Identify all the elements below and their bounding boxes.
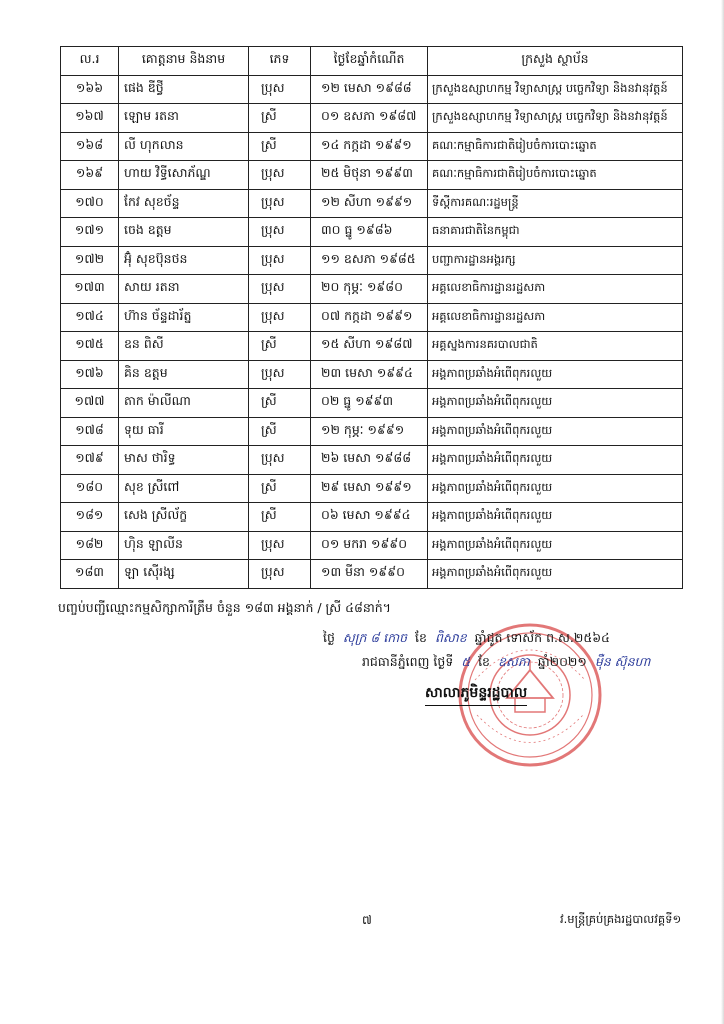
handwritten-solar-month: ឧសភា — [497, 654, 530, 669]
cell-no: ១៧៦ — [61, 360, 119, 389]
cell-sex: ស្រី — [249, 132, 311, 161]
cell-ministry: ក្រសួងឧស្សាហកម្ម វិទ្យាសាស្ត្រ បច្ចេកវិទ្យា និងនវានុវត្តន៍ — [428, 104, 683, 133]
cell-ministry: អង្គភាពប្រឆាំងអំពើពុករលួយ — [428, 474, 683, 503]
cell-name: សុខ ស្រីពៅ — [119, 474, 249, 503]
table-row — [61, 417, 683, 446]
cell-dob: ១៥ សីហា ១៩៨៧ — [311, 332, 428, 361]
cell-dob: ០១ មករា ១៩៩០ — [311, 531, 428, 560]
table-row — [61, 161, 683, 190]
cell-no: ១៦៩ — [61, 161, 119, 190]
cell-name: កែវ សុខច័ន្ទ — [119, 189, 249, 218]
handwritten-lunar-day: សុក្រ ៨ កោច — [342, 630, 408, 645]
table-row — [61, 360, 683, 389]
header-sex: ភេទ — [249, 47, 311, 76]
cell-dob: ១៣ មីនា ១៩៩០ — [311, 560, 428, 589]
cell-name: ទុយ ធារី — [119, 417, 249, 446]
cell-sex: ស្រី — [249, 474, 311, 503]
cell-name: សេង ស្រីល័ក្ខ — [119, 503, 249, 532]
table-row — [61, 275, 683, 304]
cell-dob: ០២ ធ្នូ ១៩៩៣ — [311, 389, 428, 418]
lunar-date-prefix: ថ្ងៃ — [323, 630, 335, 645]
handwritten-solar-day: ៥ — [461, 654, 471, 669]
cell-name: សាយ រតនា — [119, 275, 249, 304]
cell-sex: ប្រុស — [249, 531, 311, 560]
cell-sex: ប្រុស — [249, 161, 311, 190]
cell-ministry: អង្គភាពប្រឆាំងអំពើពុករលួយ — [428, 503, 683, 532]
table-row — [61, 75, 683, 104]
cell-sex: ស្រី — [249, 417, 311, 446]
lunar-year-text: ឆ្នាំជូត ទោស័ក ព.ស.២៥៦៤ — [474, 630, 610, 645]
cell-dob: ១២ មេសា ១៩៨៨ — [311, 75, 428, 104]
cell-dob: ២៦ មេសា ១៩៨៨ — [311, 446, 428, 475]
table-row — [61, 189, 683, 218]
table-row — [61, 332, 683, 361]
cell-name: តាក ម៉ាលីណា — [119, 389, 249, 418]
cell-ministry: អង្គភាពប្រឆាំងអំពើពុករលួយ — [428, 446, 683, 475]
header-name: គោត្តនាម និងនាម — [119, 47, 249, 76]
cell-no: ១៧៨ — [61, 417, 119, 446]
lunar-month-label: ខែ — [415, 630, 427, 645]
table-header-row — [61, 47, 683, 76]
cell-dob: ០៧ កក្កដា ១៩៩១ — [311, 303, 428, 332]
cell-ministry: ទីស្តីការគណៈរដ្ឋមន្ត្រី — [428, 189, 683, 218]
cell-sex: ប្រុស — [249, 360, 311, 389]
table-row — [61, 474, 683, 503]
table-row — [61, 218, 683, 247]
cell-ministry: អគ្គលេខាធិការដ្ឋានរដ្ឋសភា — [428, 303, 683, 332]
solar-date-prefix: រាជធានីភ្នំពេញ ថ្ងៃទី — [362, 654, 454, 669]
cell-no: ១៧១ — [61, 218, 119, 247]
trainee-roster-table — [60, 46, 683, 589]
table-row — [61, 104, 683, 133]
cell-ministry: អង្គភាពប្រឆាំងអំពើពុករលួយ — [428, 417, 683, 446]
cell-sex: ស្រី — [249, 104, 311, 133]
cell-dob: ២៣ មេសា ១៩៩៤ — [311, 360, 428, 389]
table-row — [61, 446, 683, 475]
cell-ministry: អគ្គលេខាធិការដ្ឋានរដ្ឋសភា — [428, 275, 683, 304]
cell-ministry: អង្គភាពប្រឆាំងអំពើពុករលួយ — [428, 531, 683, 560]
cell-no: ១៨០ — [61, 474, 119, 503]
cell-sex: ស្រី — [249, 503, 311, 532]
cell-ministry: បញ្ជាការដ្ឋានអង្គរក្ស — [428, 246, 683, 275]
cell-no: ១៨២ — [61, 531, 119, 560]
cell-dob: ០១ ឧសភា ១៩៨៧ — [311, 104, 428, 133]
cell-dob: ០៦ មេសា ១៩៩៤ — [311, 503, 428, 532]
cell-sex: ប្រុស — [249, 560, 311, 589]
cell-name: លី ហុកលាន — [119, 132, 249, 161]
cell-sex: ស្រី — [249, 332, 311, 361]
cell-dob: ១៤ កក្កដា ១៩៩១ — [311, 132, 428, 161]
cell-ministry: គណៈកម្មាធិការជាតិរៀបចំការបោះឆ្នោត — [428, 161, 683, 190]
cell-name: មាស ថារិទ្ធ — [119, 446, 249, 475]
cell-name: ឡា ស៊ើរង្ស — [119, 560, 249, 589]
cell-sex: ប្រុស — [249, 303, 311, 332]
cell-no: ១៧២ — [61, 246, 119, 275]
cell-name: ឡោម រតនា — [119, 104, 249, 133]
cell-no: ១៧៧ — [61, 389, 119, 418]
cell-name: អ៊ុំ សុខប៊ុនថន — [119, 246, 249, 275]
handwritten-lunar-month: ពិសាខ — [434, 630, 467, 645]
table-row — [61, 531, 683, 560]
footer-note: វ.មន្ត្រីគ្រប់គ្រងរដ្ឋបាលវគ្គទី១ — [560, 912, 682, 926]
cell-no: ១៧៤ — [61, 303, 119, 332]
cell-ministry: ក្រសួងឧស្សាហកម្ម វិទ្យាសាស្ត្រ បច្ចេកវិទ្យា និងនវានុវត្តន៍ — [428, 75, 683, 104]
cell-sex: ស្រី — [249, 389, 311, 418]
table-row — [61, 246, 683, 275]
cell-no: ១៦៧ — [61, 104, 119, 133]
lunar-date-line — [323, 630, 610, 649]
cell-no: ១៦៨ — [61, 132, 119, 161]
header-no: ល.រ — [61, 47, 119, 76]
cell-no: ១៧៩ — [61, 446, 119, 475]
cell-ministry: ធនាគារជាតិនៃកម្ពុជា — [428, 218, 683, 247]
header-ministry: ក្រសួង ស្ថាប័ន — [428, 47, 683, 76]
cell-sex: ប្រុស — [249, 218, 311, 247]
page-number: ៧ — [362, 913, 372, 927]
handwritten-signature: ម៉ឺន ស៊ុនហា — [594, 654, 651, 669]
cell-sex: ប្រុស — [249, 75, 311, 104]
cell-name: ផេង ឌីថ្វី — [119, 75, 249, 104]
cell-dob: ១២ កុម្ភៈ ១៩៩១ — [311, 417, 428, 446]
cell-sex: ប្រុស — [249, 446, 311, 475]
solar-month-label: ខែ — [478, 654, 490, 669]
cell-sex: ប្រុស — [249, 189, 311, 218]
cell-no: ១៨៣ — [61, 560, 119, 589]
cell-dob: ២០ កុម្ភៈ ១៩៨០ — [311, 275, 428, 304]
cell-ministry: គណៈកម្មាធិការជាតិរៀបចំការបោះឆ្នោត — [428, 132, 683, 161]
cell-no: ១៧០ — [61, 189, 119, 218]
cell-name: ហ៊ិន ឡាលីន — [119, 531, 249, 560]
cell-dob: ១១ ឧសភា ១៩៨៥ — [311, 246, 428, 275]
cell-dob: ១២ សីហា ១៩៩១ — [311, 189, 428, 218]
cell-name: ហាយ វិទ្ធីសោភ័ណ្ឌ — [119, 161, 249, 190]
cell-no: ១៧៣ — [61, 275, 119, 304]
cell-name: ឧន ពិសី — [119, 332, 249, 361]
cell-ministry: អគ្គស្នងការនគរបាលជាតិ — [428, 332, 683, 361]
cell-dob: ២៩ មេសា ១៩៩១ — [311, 474, 428, 503]
cell-name: ចេង ឧត្តម — [119, 218, 249, 247]
cell-ministry: អង្គភាពប្រឆាំងអំពើពុករលួយ — [428, 389, 683, 418]
cell-dob: ៣០ ធ្នូ ១៩៨៦ — [311, 218, 428, 247]
cell-ministry: អង្គភាពប្រឆាំងអំពើពុករលួយ — [428, 560, 683, 589]
cell-sex: ប្រុស — [249, 246, 311, 275]
solar-date-line — [362, 654, 654, 673]
cell-dob: ២៥ មិថុនា ១៩៩៣ — [311, 161, 428, 190]
table-row — [61, 560, 683, 589]
cell-sex: ប្រុស — [249, 275, 311, 304]
cell-no: ១៧៥ — [61, 332, 119, 361]
solar-year-text: ឆ្នាំ២០២១ — [537, 654, 587, 669]
cell-name: ហ៊ាន ច័ន្ទដារ័ត្ន — [119, 303, 249, 332]
cell-name: គិន ឧត្តម — [119, 360, 249, 389]
table-row — [61, 389, 683, 418]
cell-no: ១៦៦ — [61, 75, 119, 104]
table-row — [61, 303, 683, 332]
table-row — [61, 132, 683, 161]
roster-summary: បញ្ចប់បញ្ជីឈ្មោះកម្មសិក្សាការីត្រឹម ចំនួន ១៨៣ អង្គនាក់ / ស្រី ៤៨នាក់។ — [58, 600, 391, 615]
table-row — [61, 503, 683, 532]
signing-institution: សាលាភូមិន្ទរដ្ឋបាល — [425, 683, 527, 706]
cell-ministry: អង្គភាពប្រឆាំងអំពើពុករលួយ — [428, 360, 683, 389]
cell-no: ១៨១ — [61, 503, 119, 532]
header-dob: ថ្ងៃខែឆ្នាំកំណើត — [311, 47, 428, 76]
